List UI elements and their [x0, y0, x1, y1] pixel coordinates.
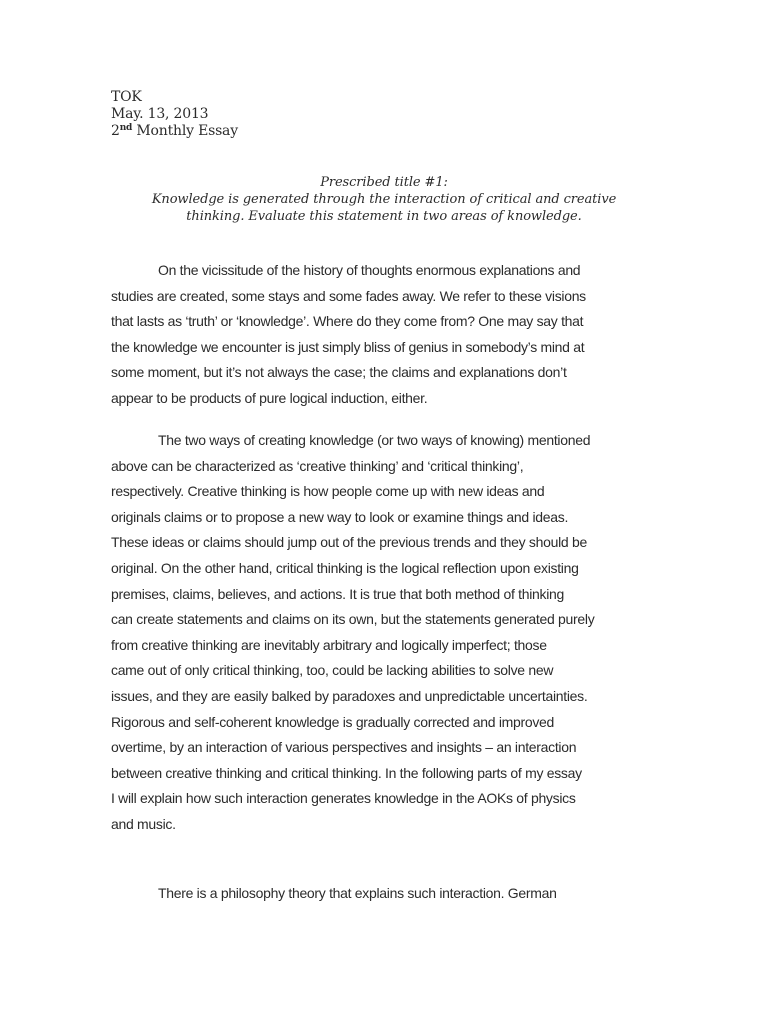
- prescribed-statement-line: thinking. Evaluate this statement in two areas of knowledge.: [186, 209, 582, 224]
- paragraph-line: that lasts as ‘truth’ or ‘knowledge’. Where do they come from? One may say that: [111, 313, 584, 330]
- paragraph-line: and music.: [111, 815, 176, 832]
- essay-header: [111, 89, 238, 140]
- paragraph-line: premises, claims, believes, and actions. It is true that both method of thinking: [111, 585, 565, 602]
- paragraph-line: issues, and they are easily balked by paradoxes and unpredictable uncertainties.: [111, 687, 588, 704]
- paragraph-line: The two ways of creating knowledge (or two ways of knowing) mentioned: [158, 432, 591, 448]
- paragraph-line: studies are created, some stays and some fades away. We refer to these visions: [111, 287, 586, 304]
- course-name: TOK: [111, 89, 142, 105]
- essay-label: [111, 123, 238, 140]
- paragraph-line: between creative thinking and critical thinking. In the following parts of my essay: [111, 764, 582, 781]
- paragraph-line: some moment, but it’s not always the case; the claims and explanations don’t: [111, 364, 567, 381]
- paragraph-1: [111, 258, 671, 412]
- paragraph-line: above can be characterized as ‘creative thinking’ and ‘critical thinking’,: [111, 457, 524, 474]
- essay-name: Monthly Essay: [132, 123, 238, 139]
- paragraph-line: These ideas or claims should jump out of the previous trends and they should be: [111, 534, 587, 551]
- paragraph-line: overtime, by an interaction of various perspectives and insights – an interaction: [111, 739, 577, 756]
- paragraph-line: appear to be products of pure logical induction, either.: [111, 389, 428, 406]
- paragraph-2: [111, 428, 671, 838]
- prescribed-statement-line: Knowledge is generated through the interaction of critical and creative: [151, 192, 617, 207]
- paragraph-3: [111, 881, 671, 907]
- paragraph-line: came out of only critical thinking, too, could be lacking abilities to solve new: [111, 662, 554, 679]
- essay-date: May. 13, 2013: [111, 106, 209, 122]
- essay-ordinal-suffix: nd: [119, 123, 133, 133]
- essay-ordinal: 2: [111, 123, 120, 139]
- paragraph-line: I will explain how such interaction generates knowledge in the AOKs of physics: [111, 790, 576, 807]
- paragraph-line: from creative thinking are inevitably arbitrary and logically imperfect; those: [111, 636, 547, 653]
- paragraph-line: There is a philosophy theory that explains such interaction. German: [158, 885, 557, 901]
- prescribed-title-block: [100, 174, 668, 225]
- paragraph-line: the knowledge we encounter is just simply bliss of genius in somebody’s mind at: [111, 338, 585, 355]
- prescribed-title: Prescribed title #1:: [320, 175, 448, 190]
- paragraph-line: originals claims or to propose a new way to look or examine things and ideas.: [111, 508, 569, 525]
- paragraph-line: respectively. Creative thinking is how people come up with new ideas and: [111, 483, 545, 500]
- paragraph-line: original. On the other hand, critical thinking is the logical reflection upon existing: [111, 559, 579, 576]
- paragraph-line: On the vicissitude of the history of thoughts enormous explanations and: [158, 262, 581, 278]
- paragraph-line: Rigorous and self-coherent knowledge is gradually corrected and improved: [111, 713, 554, 730]
- paragraph-line: can create statements and claims on its own, but the statements generated purely: [111, 611, 595, 628]
